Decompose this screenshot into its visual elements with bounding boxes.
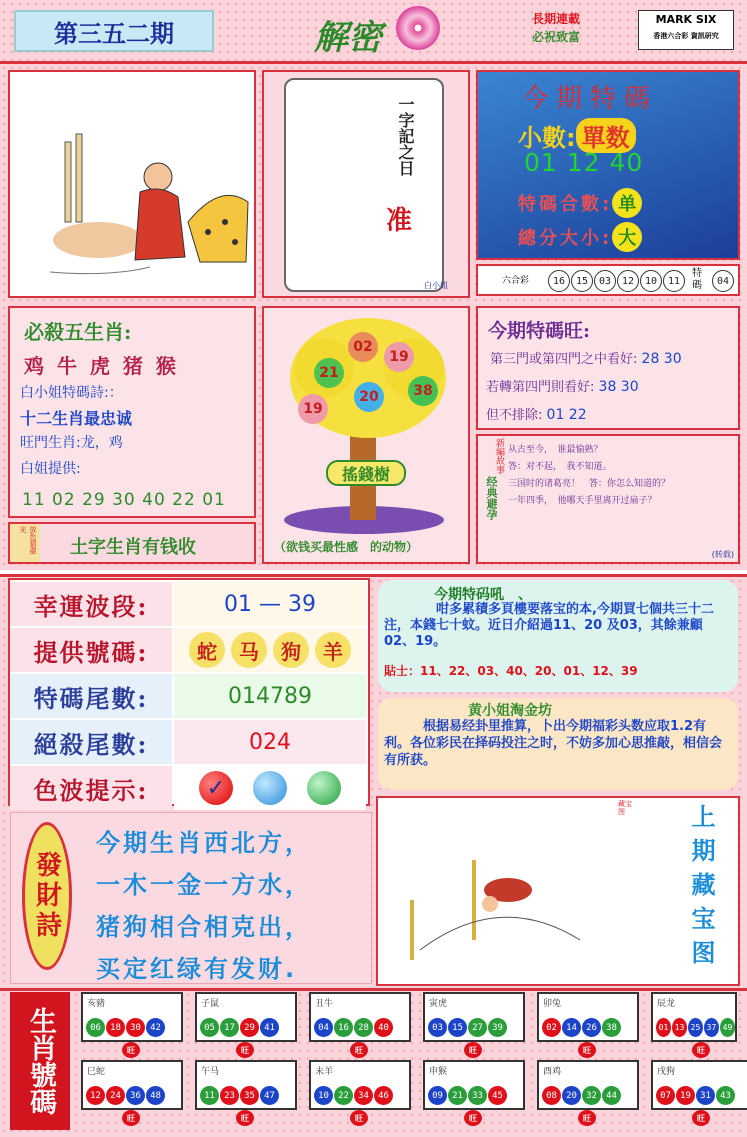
zodiac-card-label: 酉鸡 bbox=[543, 1067, 562, 1077]
tree-ball: 02 bbox=[348, 332, 378, 362]
zodiac-ball: 23 bbox=[220, 1086, 239, 1105]
zodiac-ball: 15 bbox=[448, 1018, 467, 1037]
zodiac-ball: 01 bbox=[656, 1018, 671, 1037]
zodiac-pick: 马 bbox=[231, 632, 267, 668]
scroll-title: 一字記之日 bbox=[396, 96, 415, 176]
zodiac-ball: 37 bbox=[704, 1018, 719, 1037]
gold-title: 黄小姐淘金坊 bbox=[468, 703, 552, 719]
tema-numbers: 01 12 40 bbox=[524, 148, 644, 177]
classic-panel bbox=[476, 434, 740, 564]
wang-line1-value: 28 30 bbox=[641, 351, 682, 367]
result-ball: 03 bbox=[594, 270, 616, 292]
zodiac-card-label: 午马 bbox=[201, 1067, 220, 1077]
zodiac-ball: 25 bbox=[688, 1018, 703, 1037]
poem-badge bbox=[22, 822, 72, 970]
result-strip bbox=[476, 264, 740, 296]
zodiac-ball: 30 bbox=[126, 1018, 145, 1037]
zodiac-ball: 07 bbox=[656, 1086, 675, 1105]
result-ball: 12 bbox=[617, 270, 639, 292]
zodiac-ball: 12 bbox=[86, 1086, 105, 1105]
treasure-map-illustration bbox=[380, 800, 680, 986]
row-value-kill-tail: 024 bbox=[174, 720, 366, 764]
zodiac-ball: 28 bbox=[354, 1018, 373, 1037]
reprint-tag: (转载) bbox=[711, 550, 734, 559]
red-wave-ball-checked: ✓ bbox=[199, 771, 233, 805]
row-value-tail: 014789 bbox=[174, 674, 366, 718]
wang-line2-value: 38 30 bbox=[598, 379, 639, 395]
zodiac-ball: 36 bbox=[126, 1086, 145, 1105]
result-ball: 15 bbox=[571, 270, 593, 292]
scroll-stamp: 白小姐 bbox=[424, 281, 448, 290]
zodiac-ball: 47 bbox=[260, 1086, 279, 1105]
size-label: 小數: bbox=[518, 124, 576, 152]
hot-label: 旺門生肖: bbox=[20, 435, 81, 451]
brand-sub: 香港六合彩 資訊研究 bbox=[653, 32, 719, 40]
kill-panel bbox=[8, 306, 256, 518]
zodiac-card bbox=[309, 1060, 411, 1110]
zodiac-ball: 21 bbox=[448, 1086, 467, 1105]
classic-side: 新編故事 bbox=[494, 438, 504, 474]
result-ball: 16 bbox=[548, 270, 570, 292]
zodiac-card-label: 子鼠 bbox=[201, 999, 220, 1009]
poem-text: 十二生肖最忠诚 bbox=[20, 409, 133, 428]
poem-badge-text: 發財詩 bbox=[31, 851, 62, 941]
total-label: 總分大小: bbox=[518, 228, 613, 249]
poem-line: 买定红绿有发财. bbox=[96, 955, 298, 983]
tree-ball: 21 bbox=[314, 358, 344, 388]
zodiac-ball: 45 bbox=[488, 1086, 507, 1105]
zodiac-card bbox=[537, 1060, 639, 1110]
zodiac-ball: 34 bbox=[354, 1086, 373, 1105]
tree-ball: 38 bbox=[408, 376, 438, 406]
zodiac-card-label: 申猴 bbox=[429, 1067, 448, 1077]
kill-numbers: 11 02 29 30 40 22 01 bbox=[22, 490, 226, 510]
special-ball: 04 bbox=[712, 270, 734, 292]
wang-badge: 旺 bbox=[350, 1042, 368, 1058]
row-label-tail: 特碼尾數: bbox=[10, 674, 172, 718]
kneeling-man-picture bbox=[8, 70, 256, 298]
wang-badge: 旺 bbox=[578, 1042, 596, 1058]
classic-side2: 经典避孕 bbox=[485, 476, 498, 520]
zodiac-card-label: 戌狗 bbox=[657, 1067, 676, 1077]
slogan-bottom: 必祝致富 bbox=[532, 30, 581, 44]
zodiac-ball: 41 bbox=[260, 1018, 279, 1037]
zodiac-card bbox=[423, 1060, 525, 1110]
tema-title: 今期特碼 bbox=[522, 84, 659, 114]
row-label-color: 色波提示: bbox=[10, 766, 172, 810]
result-ball: 10 bbox=[640, 270, 662, 292]
zodiac-ball: 44 bbox=[602, 1086, 621, 1105]
zodiac-ball: 39 bbox=[488, 1018, 507, 1037]
tree-ball: 20 bbox=[354, 382, 384, 412]
wang-line2-label: 若轉第四門則看好: bbox=[486, 380, 595, 395]
side-tag: 放色猜盡光 bbox=[10, 524, 40, 562]
zodiac-pick: 狗 bbox=[273, 632, 309, 668]
tree-caption: （欲钱买最性感 的动物） bbox=[274, 540, 419, 554]
row-value-wave: 01 — 39 bbox=[174, 582, 366, 626]
zodiac-card bbox=[81, 992, 183, 1042]
zodiac-ball: 19 bbox=[676, 1086, 695, 1105]
treasure-tag: 藏宝图 bbox=[618, 800, 632, 816]
zodiac-card-label: 寅虎 bbox=[429, 999, 448, 1009]
row-value-color bbox=[174, 766, 366, 810]
classic-a1: 答：对不起， 我不知道。 bbox=[508, 462, 612, 472]
zodiac-ball: 26 bbox=[582, 1018, 601, 1037]
zodiac-pick: 蛇 bbox=[189, 632, 225, 668]
zodiac-ball: 48 bbox=[146, 1086, 165, 1105]
zodiac-ball: 20 bbox=[562, 1086, 581, 1105]
zodiac-ball: 24 bbox=[106, 1086, 125, 1105]
zodiac-ball: 10 bbox=[314, 1086, 333, 1105]
zodiac-card-label: 丑牛 bbox=[315, 999, 334, 1009]
zodiac-ball: 40 bbox=[374, 1018, 393, 1037]
wang-panel bbox=[476, 306, 740, 430]
supply-label: 白姐提供: bbox=[20, 461, 81, 477]
hot-value: 龙，鸡 bbox=[80, 435, 123, 451]
zodiac-card-label: 辰龙 bbox=[657, 999, 676, 1009]
wang-badge: 旺 bbox=[692, 1042, 710, 1058]
wang-line3-label: 但不排除: bbox=[486, 408, 543, 423]
zodiac-card bbox=[195, 992, 297, 1042]
row-label-wave: 幸運波段: bbox=[10, 582, 172, 626]
scroll-panel bbox=[262, 70, 470, 298]
notice-body: 咁多累積多頁樓要落宝的本,今期買七個共三十二注，本錢七十蚊。近日介紹過11、20 及03，其餘兼顧 02、19。 bbox=[384, 602, 714, 649]
logo bbox=[310, 6, 440, 60]
zodiac-ball: 03 bbox=[428, 1018, 447, 1037]
zodiac-ball: 35 bbox=[240, 1086, 259, 1105]
wang-badge: 旺 bbox=[350, 1110, 368, 1126]
zodiac-card-label: 亥豬 bbox=[87, 999, 106, 1009]
zodiac-pick: 羊 bbox=[315, 632, 351, 668]
gold-body: 根据易经卦里推算，卜出今期福彩头数应取1.2有利。各位彩民在择码投注之时，不妨多加心思推敲，相信会有所获。 bbox=[384, 719, 723, 768]
issue-title: 第三五二期 bbox=[14, 10, 214, 52]
zodiac-ball: 22 bbox=[334, 1086, 353, 1105]
wang-badge: 旺 bbox=[692, 1110, 710, 1126]
zodiac-card bbox=[537, 992, 639, 1042]
wang-badge: 旺 bbox=[236, 1042, 254, 1058]
wang-title: 今期特碼旺: bbox=[488, 320, 591, 342]
zodiac-ball: 31 bbox=[696, 1086, 715, 1105]
earth-text: 土字生肖有钱收 bbox=[70, 537, 196, 558]
zodiac-ball: 17 bbox=[220, 1018, 239, 1037]
kill-title: 必殺五生肖: bbox=[24, 320, 132, 344]
blue-wave-ball bbox=[253, 771, 287, 805]
tree-sign: 搖錢樹 bbox=[326, 460, 406, 486]
zodiac-ball: 32 bbox=[582, 1086, 601, 1105]
zodiac-ball: 13 bbox=[672, 1018, 687, 1037]
zodiac-card bbox=[195, 1060, 297, 1110]
tree-ball: 19 bbox=[298, 394, 328, 424]
row-label-numbers: 提供號碼: bbox=[10, 628, 172, 672]
sum-label: 特碼合數: bbox=[518, 194, 613, 215]
scroll-answer: 准 bbox=[386, 206, 413, 236]
wang-badge: 旺 bbox=[464, 1110, 482, 1126]
result-ball: 11 bbox=[663, 270, 685, 292]
classic-q2: 三国时的诸葛亮！ 答：你怎么知道的？ bbox=[508, 479, 671, 489]
size-value: 單数 bbox=[576, 118, 636, 153]
zodiac-ball: 33 bbox=[468, 1086, 487, 1105]
zodiac-ball: 05 bbox=[200, 1018, 219, 1037]
poem-lines bbox=[96, 822, 312, 990]
kill-zodiacs: 鸡 牛 虎 猪 猴 bbox=[24, 354, 179, 378]
zodiac-ball: 42 bbox=[146, 1018, 165, 1037]
zodiac-card bbox=[81, 1060, 183, 1110]
zodiac-ball: 18 bbox=[106, 1018, 125, 1037]
notice-panel bbox=[378, 580, 738, 692]
notice-title: 今期特码吼 、 bbox=[434, 587, 532, 603]
slogan-top: 長期連載 bbox=[532, 12, 581, 26]
wang-badge: 旺 bbox=[464, 1042, 482, 1058]
tema-panel bbox=[476, 70, 740, 260]
notice-tip: 貼士：11、22、03、40、20、01、12、39 bbox=[384, 664, 638, 678]
sum-value: 单 bbox=[612, 188, 642, 218]
zodiac-ball: 27 bbox=[468, 1018, 487, 1037]
zodiac-card bbox=[423, 992, 525, 1042]
disc-icon bbox=[396, 6, 440, 50]
wang-badge: 旺 bbox=[122, 1110, 140, 1126]
zodiac-ball: 16 bbox=[334, 1018, 353, 1037]
wang-badge: 旺 bbox=[122, 1042, 140, 1058]
special-label: 特碼 bbox=[692, 268, 702, 291]
slogan bbox=[532, 10, 624, 46]
zodiac-ball: 38 bbox=[602, 1018, 621, 1037]
result-label: 六合彩 bbox=[502, 276, 530, 286]
wang-line1-label: 第三門或第四門之中看好: bbox=[490, 352, 638, 367]
zodiac-ball: 29 bbox=[240, 1018, 259, 1037]
tree-ball: 19 bbox=[384, 342, 414, 372]
zodiac-ball: 06 bbox=[86, 1018, 105, 1037]
zodiac-ball: 02 bbox=[542, 1018, 561, 1037]
tree-panel bbox=[262, 306, 470, 564]
row-label-kill-tail: 絕殺尾數: bbox=[10, 720, 172, 764]
logo-text: 解密 bbox=[314, 18, 382, 58]
zodiac-ball: 43 bbox=[716, 1086, 735, 1105]
zodiac-card-label: 巳蛇 bbox=[87, 1067, 106, 1077]
green-wave-ball bbox=[307, 771, 341, 805]
wang-badge: 旺 bbox=[236, 1110, 254, 1126]
classic-q1: 从古至今， 谁最愉熟？ bbox=[508, 445, 603, 455]
wang-line3-value: 01 22 bbox=[546, 407, 587, 423]
zodiac-ball: 09 bbox=[428, 1086, 447, 1105]
gold-panel bbox=[378, 698, 738, 790]
zodiac-ball: 11 bbox=[200, 1086, 219, 1105]
brand-name: MARK SIX bbox=[655, 13, 717, 26]
classic-a2: 一年四季， 他哪天手里离开过扇子？ bbox=[508, 496, 657, 506]
zodiac-card-label: 卯兔 bbox=[543, 999, 562, 1009]
poem-line: 今期生肖西北方， bbox=[96, 829, 312, 857]
illustration-man-leopard bbox=[10, 72, 254, 296]
total-value: 大 bbox=[612, 222, 642, 252]
poem-line: 一木一金一方水， bbox=[96, 871, 312, 899]
zodiac-ball: 04 bbox=[314, 1018, 333, 1037]
zodiac-ball: 08 bbox=[542, 1086, 561, 1105]
row-value-zodiacs bbox=[174, 628, 366, 672]
wang-badge: 旺 bbox=[578, 1110, 596, 1126]
zodiac-card bbox=[309, 992, 411, 1042]
brand-box bbox=[638, 10, 734, 50]
treasure-panel bbox=[376, 796, 740, 986]
zodiac-side-label bbox=[10, 992, 70, 1130]
earth-bar bbox=[8, 522, 256, 564]
zodiac-ball: 49 bbox=[720, 1018, 735, 1037]
zodiac-card bbox=[651, 1060, 747, 1110]
zodiac-side-text: 生肖號碼 bbox=[25, 1007, 56, 1115]
zodiac-card bbox=[651, 992, 737, 1042]
poem-label: 白小姐特碼詩:： bbox=[20, 385, 123, 401]
treasure-label: 上期藏宝图 bbox=[687, 804, 715, 974]
zodiac-ball: 14 bbox=[562, 1018, 581, 1037]
poem-line: 猪狗相合相克出， bbox=[96, 913, 312, 941]
zodiac-card-label: 未羊 bbox=[315, 1067, 334, 1077]
zodiac-ball: 46 bbox=[374, 1086, 393, 1105]
